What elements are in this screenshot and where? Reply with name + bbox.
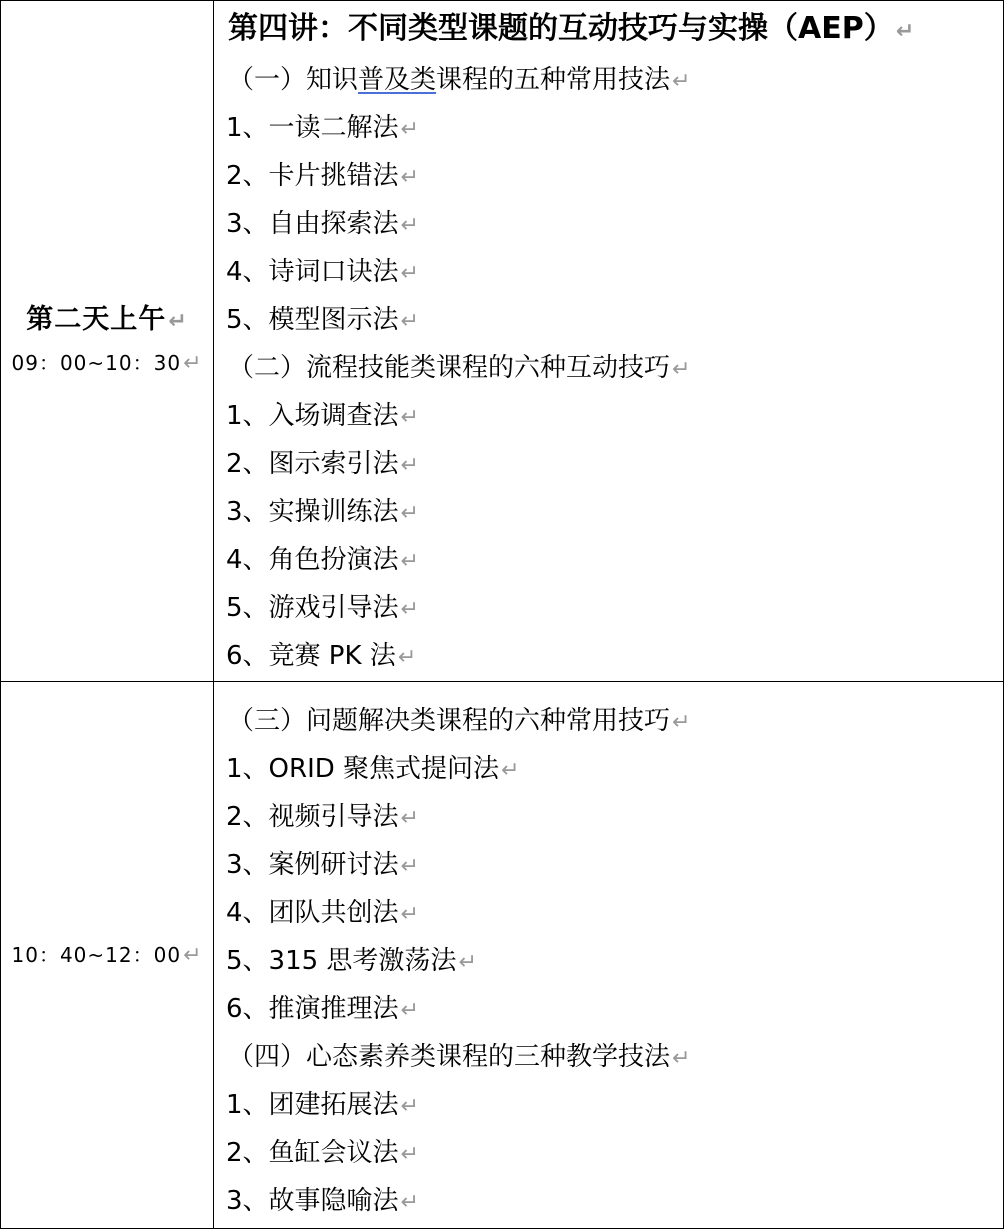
technique-list-3 (214, 746, 1003, 1034)
content-cell-2 (214, 682, 1004, 1229)
section-heading-2: （二）流程技能类课程的六种互动技巧↵ (228, 353, 691, 383)
lecture-title: 第四讲：不同类型课题的互动技巧与实操（AEP）↵ (228, 11, 915, 46)
schedule-row-morning-1 (1, 1, 1004, 682)
list-item: 1、一读二解法↵ (226, 113, 419, 143)
section-heading-1: （一）知识普及类课程的五种常用技法↵ (228, 65, 691, 95)
list-item: 6、竞赛 PK 法↵ (226, 641, 417, 671)
list-item: 4、团队共创法↵ (226, 898, 419, 928)
list-item: 6、推演推理法↵ (226, 994, 419, 1024)
time-cell-2 (1, 682, 214, 1229)
time-range-1: 09：00~10：30↵ (11, 350, 203, 376)
list-item: 2、图示索引法↵ (226, 449, 419, 479)
technique-list-4 (214, 1082, 1003, 1226)
list-item: 2、视频引导法↵ (226, 802, 419, 832)
list-item: 5、模型图示法↵ (226, 305, 419, 335)
content-cell-1 (214, 1, 1004, 682)
list-item: 3、故事隐喻法↵ (226, 1186, 419, 1216)
list-item: 3、实操训练法↵ (226, 497, 419, 527)
schedule-row-morning-2 (1, 682, 1004, 1229)
list-item: 1、入场调查法↵ (226, 401, 419, 431)
day-label: 第二天上午↵ (26, 303, 188, 335)
list-item: 2、卡片挑错法↵ (226, 161, 419, 191)
list-item: 2、鱼缸会议法↵ (226, 1138, 419, 1168)
section-heading-4: （四）心态素养类课程的三种教学技法↵ (228, 1042, 691, 1072)
list-item: 1、团建拓展法↵ (226, 1090, 419, 1120)
time-cell-1 (1, 1, 214, 682)
time-range-2: 10：40~12：00↵ (11, 942, 203, 968)
list-item: 3、自由探索法↵ (226, 209, 419, 239)
list-item: 1、ORID 聚焦式提问法↵ (226, 754, 520, 784)
list-item: 5、315 思考激荡法↵ (226, 946, 477, 976)
technique-list-1 (214, 105, 1003, 345)
section-heading-3: （三）问题解决类课程的六种常用技巧↵ (228, 706, 691, 736)
list-item: 4、诗词口诀法↵ (226, 257, 419, 287)
list-item: 5、游戏引导法↵ (226, 593, 419, 623)
technique-list-2 (214, 393, 1003, 681)
list-item: 4、角色扮演法↵ (226, 545, 419, 575)
list-item: 3、案例研讨法↵ (226, 850, 419, 880)
